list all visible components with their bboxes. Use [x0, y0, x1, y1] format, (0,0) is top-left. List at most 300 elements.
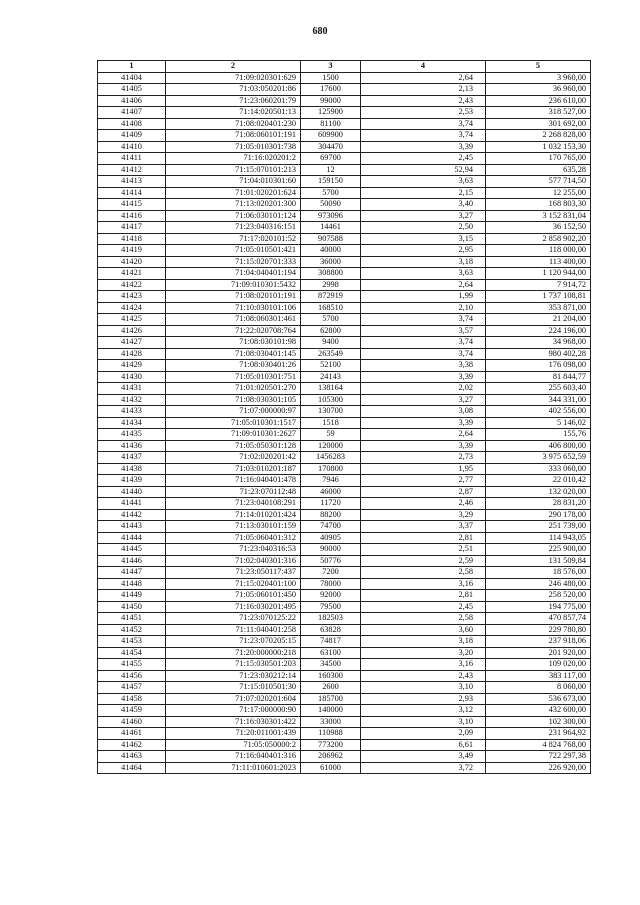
value-cell: 290 178,00: [486, 509, 591, 521]
area-cell: 9400: [301, 337, 361, 349]
rate-cell: 52,94: [361, 164, 486, 176]
area-cell: 773200: [301, 739, 361, 751]
rate-cell: 2,51: [361, 544, 486, 556]
cadastral-number-cell: 71:14:020501:13: [166, 107, 301, 119]
rate-cell: 2,77: [361, 475, 486, 487]
area-cell: 872919: [301, 291, 361, 303]
value-cell: 4 824 768,00: [486, 739, 591, 751]
row-number-cell: 41459: [98, 705, 166, 717]
area-cell: 185700: [301, 693, 361, 705]
rate-cell: 3,60: [361, 624, 486, 636]
row-number-cell: 41407: [98, 107, 166, 119]
rate-cell: 1,99: [361, 291, 486, 303]
area-cell: 74700: [301, 521, 361, 533]
row-number-cell: 41438: [98, 463, 166, 475]
table-row: [98, 613, 591, 625]
value-cell: 155,76: [486, 429, 591, 441]
row-number-cell: 41413: [98, 176, 166, 188]
rate-cell: 2,13: [361, 84, 486, 96]
row-number-cell: 41464: [98, 762, 166, 774]
rate-cell: 3,29: [361, 509, 486, 521]
row-number-cell: 41420: [98, 256, 166, 268]
value-cell: 353 871,00: [486, 302, 591, 314]
row-number-cell: 41431: [98, 383, 166, 395]
cadastral-number-cell: 71:08:060101:191: [166, 130, 301, 142]
table-row: [98, 682, 591, 694]
row-number-cell: 41409: [98, 130, 166, 142]
area-cell: 308800: [301, 268, 361, 280]
cadastral-number-cell: 71:01:020201:624: [166, 187, 301, 199]
area-cell: 1518: [301, 417, 361, 429]
rate-cell: 3,27: [361, 210, 486, 222]
table-row: [98, 383, 591, 395]
rate-cell: 2,64: [361, 429, 486, 441]
rate-cell: 2,45: [361, 601, 486, 613]
value-cell: 3 152 831,04: [486, 210, 591, 222]
row-number-cell: 41418: [98, 233, 166, 245]
cadastral-number-cell: 71:08:030401:145: [166, 348, 301, 360]
rate-cell: 1,95: [361, 463, 486, 475]
value-cell: 3 975 652,59: [486, 452, 591, 464]
row-number-cell: 41450: [98, 601, 166, 613]
area-cell: 62800: [301, 325, 361, 337]
table-row: [98, 659, 591, 671]
value-cell: 2 268 828,00: [486, 130, 591, 142]
area-cell: 160300: [301, 670, 361, 682]
area-cell: 88200: [301, 509, 361, 521]
area-cell: 7200: [301, 567, 361, 579]
row-number-cell: 41428: [98, 348, 166, 360]
value-cell: 722 297,38: [486, 751, 591, 763]
column-header: 3: [301, 61, 361, 73]
cadastral-number-cell: 71:07:020201:604: [166, 693, 301, 705]
cadastral-number-cell: 71:15:010501:30: [166, 682, 301, 694]
table-row: [98, 268, 591, 280]
cadastral-number-cell: 71:05:010301:738: [166, 141, 301, 153]
value-cell: 194 775,00: [486, 601, 591, 613]
cadastral-number-cell: 71:23:040316:53: [166, 544, 301, 556]
value-cell: 301 692,00: [486, 118, 591, 130]
rate-cell: 2,53: [361, 107, 486, 119]
row-number-cell: 41439: [98, 475, 166, 487]
area-cell: 40905: [301, 532, 361, 544]
table-row: [98, 95, 591, 107]
cadastral-number-cell: 71:08:020101:191: [166, 291, 301, 303]
row-number-cell: 41462: [98, 739, 166, 751]
value-cell: 470 857,74: [486, 613, 591, 625]
value-cell: 577 714,50: [486, 176, 591, 188]
table-row: [98, 187, 591, 199]
area-cell: 182503: [301, 613, 361, 625]
rate-cell: 3,49: [361, 751, 486, 763]
row-number-cell: 41429: [98, 360, 166, 372]
value-cell: 236 610,00: [486, 95, 591, 107]
rate-cell: 3,39: [361, 417, 486, 429]
table-row: [98, 590, 591, 602]
table-header-row: [98, 61, 591, 73]
rate-cell: 3,18: [361, 636, 486, 648]
rate-cell: 2,10: [361, 302, 486, 314]
cadastral-number-cell: 71:16:030201:495: [166, 601, 301, 613]
area-cell: 11720: [301, 498, 361, 510]
value-cell: 402 556,00: [486, 406, 591, 418]
rate-cell: 3,18: [361, 256, 486, 268]
row-number-cell: 41430: [98, 371, 166, 383]
area-cell: 2998: [301, 279, 361, 291]
value-cell: 118 000,00: [486, 245, 591, 257]
area-cell: 90000: [301, 544, 361, 556]
table-row: [98, 141, 591, 153]
table-row: [98, 716, 591, 728]
value-cell: 21 204,00: [486, 314, 591, 326]
registry-table: [97, 60, 591, 774]
value-cell: 383 117,00: [486, 670, 591, 682]
table-row: [98, 705, 591, 717]
area-cell: 81100: [301, 118, 361, 130]
value-cell: 7 914,72: [486, 279, 591, 291]
rate-cell: 2,95: [361, 245, 486, 257]
area-cell: 63828: [301, 624, 361, 636]
row-number-cell: 41456: [98, 670, 166, 682]
table-row: [98, 107, 591, 119]
area-cell: 33000: [301, 716, 361, 728]
rate-cell: 3,15: [361, 233, 486, 245]
row-number-cell: 41406: [98, 95, 166, 107]
area-cell: 5700: [301, 314, 361, 326]
row-number-cell: 41458: [98, 693, 166, 705]
area-cell: 1500: [301, 72, 361, 84]
table-row: [98, 693, 591, 705]
rate-cell: 3,27: [361, 394, 486, 406]
row-number-cell: 41432: [98, 394, 166, 406]
table-row: [98, 601, 591, 613]
table-row: [98, 486, 591, 498]
table-row: [98, 429, 591, 441]
table-row: [98, 578, 591, 590]
row-number-cell: 41442: [98, 509, 166, 521]
cadastral-number-cell: 71:23:030212:14: [166, 670, 301, 682]
cadastral-number-cell: 71:20:011001:439: [166, 728, 301, 740]
rate-cell: 3,38: [361, 360, 486, 372]
rate-cell: 3,74: [361, 118, 486, 130]
page-number: 680: [312, 26, 328, 37]
table-row: [98, 291, 591, 303]
row-number-cell: 41437: [98, 452, 166, 464]
rate-cell: 2,64: [361, 279, 486, 291]
cadastral-number-cell: 71:08:030401:26: [166, 360, 301, 372]
cadastral-number-cell: 71:16:020201:2: [166, 153, 301, 165]
cadastral-number-cell: 71:05:060101:450: [166, 590, 301, 602]
row-number-cell: 41410: [98, 141, 166, 153]
row-number-cell: 41463: [98, 751, 166, 763]
area-cell: 61000: [301, 762, 361, 774]
table-row: [98, 762, 591, 774]
rate-cell: 3,16: [361, 659, 486, 671]
cadastral-number-cell: 71:03:050201:86: [166, 84, 301, 96]
rate-cell: 2,15: [361, 187, 486, 199]
rate-cell: 3,08: [361, 406, 486, 418]
value-cell: 225 900,00: [486, 544, 591, 556]
rate-cell: 2,45: [361, 153, 486, 165]
row-number-cell: 41427: [98, 337, 166, 349]
rate-cell: 6,61: [361, 739, 486, 751]
rate-cell: 2,58: [361, 567, 486, 579]
table-row: [98, 452, 591, 464]
value-cell: 1 120 944,00: [486, 268, 591, 280]
rate-cell: 3,57: [361, 325, 486, 337]
area-cell: 78000: [301, 578, 361, 590]
cadastral-number-cell: 71:05:050000:2: [166, 739, 301, 751]
area-cell: 973096: [301, 210, 361, 222]
row-number-cell: 41411: [98, 153, 166, 165]
row-number-cell: 41416: [98, 210, 166, 222]
table-row: [98, 624, 591, 636]
value-cell: 333 060,00: [486, 463, 591, 475]
rate-cell: 2,58: [361, 613, 486, 625]
row-number-cell: 41417: [98, 222, 166, 234]
column-header: 1: [98, 61, 166, 73]
cadastral-number-cell: 71:16:040401:316: [166, 751, 301, 763]
cadastral-number-cell: 71:23:070205:15: [166, 636, 301, 648]
row-number-cell: 41457: [98, 682, 166, 694]
value-cell: 255 603,40: [486, 383, 591, 395]
value-cell: 318 527,00: [486, 107, 591, 119]
area-cell: 907588: [301, 233, 361, 245]
cadastral-number-cell: 71:02:040301:316: [166, 555, 301, 567]
table-row: [98, 636, 591, 648]
row-number-cell: 41404: [98, 72, 166, 84]
cadastral-number-cell: 71:23:050117:437: [166, 567, 301, 579]
row-number-cell: 41419: [98, 245, 166, 257]
table-row: [98, 130, 591, 142]
rate-cell: 2,43: [361, 95, 486, 107]
rate-cell: 3,10: [361, 716, 486, 728]
table-row: [98, 72, 591, 84]
value-cell: 36 960,00: [486, 84, 591, 96]
value-cell: 113 400,00: [486, 256, 591, 268]
value-cell: 12 255,00: [486, 187, 591, 199]
cadastral-number-cell: 71:10:030101:106: [166, 302, 301, 314]
value-cell: 635,28: [486, 164, 591, 176]
area-cell: 170800: [301, 463, 361, 475]
area-cell: 304470: [301, 141, 361, 153]
row-number-cell: 41453: [98, 636, 166, 648]
cadastral-number-cell: 71:03:010201:187: [166, 463, 301, 475]
table-row: [98, 521, 591, 533]
row-number-cell: 41426: [98, 325, 166, 337]
value-cell: 224 196,00: [486, 325, 591, 337]
area-cell: 110988: [301, 728, 361, 740]
cadastral-number-cell: 71:11:010601:2023: [166, 762, 301, 774]
table-row: [98, 348, 591, 360]
cadastral-number-cell: 71:01:020501:270: [166, 383, 301, 395]
row-number-cell: 41454: [98, 647, 166, 659]
value-cell: 131 509,84: [486, 555, 591, 567]
table-row: [98, 498, 591, 510]
area-cell: 2600: [301, 682, 361, 694]
cadastral-number-cell: 71:08:020401:230: [166, 118, 301, 130]
value-cell: 201 920,00: [486, 647, 591, 659]
value-cell: 109 020,00: [486, 659, 591, 671]
area-cell: 99000: [301, 95, 361, 107]
row-number-cell: 41415: [98, 199, 166, 211]
table-row: [98, 210, 591, 222]
value-cell: 18 576,00: [486, 567, 591, 579]
cadastral-number-cell: 71:22:020708:764: [166, 325, 301, 337]
row-number-cell: 41424: [98, 302, 166, 314]
cadastral-number-cell: 71:05:010301:751: [166, 371, 301, 383]
value-cell: 980 402,28: [486, 348, 591, 360]
cadastral-number-cell: 71:16:040401:478: [166, 475, 301, 487]
rate-cell: 2,73: [361, 452, 486, 464]
value-cell: 8 060,00: [486, 682, 591, 694]
area-cell: 36000: [301, 256, 361, 268]
value-cell: 258 520,00: [486, 590, 591, 602]
table-row: [98, 509, 591, 521]
row-number-cell: 41460: [98, 716, 166, 728]
row-number-cell: 41433: [98, 406, 166, 418]
area-cell: 12: [301, 164, 361, 176]
table-row: [98, 199, 591, 211]
table-row: [98, 647, 591, 659]
row-number-cell: 41435: [98, 429, 166, 441]
area-cell: 50090: [301, 199, 361, 211]
rate-cell: 2,64: [361, 72, 486, 84]
table-row: [98, 417, 591, 429]
rate-cell: 2,02: [361, 383, 486, 395]
table-row: [98, 406, 591, 418]
rate-cell: 2,87: [361, 486, 486, 498]
area-cell: 7946: [301, 475, 361, 487]
table-row: [98, 176, 591, 188]
cadastral-number-cell: 71:23:070125:22: [166, 613, 301, 625]
value-cell: 28 831,20: [486, 498, 591, 510]
rate-cell: 3,74: [361, 314, 486, 326]
area-cell: 140000: [301, 705, 361, 717]
value-cell: 432 600,00: [486, 705, 591, 717]
rate-cell: 2,59: [361, 555, 486, 567]
table-row: [98, 302, 591, 314]
column-header: 2: [166, 61, 301, 73]
table-row: [98, 394, 591, 406]
cadastral-number-cell: 71:05:010301:1517: [166, 417, 301, 429]
row-number-cell: 41452: [98, 624, 166, 636]
table-row: [98, 314, 591, 326]
value-cell: 102 300,00: [486, 716, 591, 728]
table-row: [98, 751, 591, 763]
value-cell: 168 803,30: [486, 199, 591, 211]
column-header: 4: [361, 61, 486, 73]
area-cell: 24143: [301, 371, 361, 383]
cadastral-number-cell: 71:13:030101:159: [166, 521, 301, 533]
rate-cell: 3,10: [361, 682, 486, 694]
row-number-cell: 41412: [98, 164, 166, 176]
table-row: [98, 279, 591, 291]
value-cell: 1 032 153,30: [486, 141, 591, 153]
cadastral-number-cell: 71:04:040401:194: [166, 268, 301, 280]
row-number-cell: 41436: [98, 440, 166, 452]
rate-cell: 3,74: [361, 337, 486, 349]
value-cell: 237 918,06: [486, 636, 591, 648]
cadastral-number-cell: 71:05:010501:421: [166, 245, 301, 257]
area-cell: 159150: [301, 176, 361, 188]
row-number-cell: 41408: [98, 118, 166, 130]
rate-cell: 2,93: [361, 693, 486, 705]
table-row: [98, 164, 591, 176]
value-cell: 251 739,00: [486, 521, 591, 533]
rate-cell: 3,74: [361, 348, 486, 360]
row-number-cell: 41448: [98, 578, 166, 590]
cadastral-number-cell: 71:16:030301:422: [166, 716, 301, 728]
value-cell: 231 964,92: [486, 728, 591, 740]
rate-cell: 2,50: [361, 222, 486, 234]
table-row: [98, 245, 591, 257]
rate-cell: 3,39: [361, 371, 486, 383]
area-cell: 120000: [301, 440, 361, 452]
cadastral-number-cell: 71:02:020201:42: [166, 452, 301, 464]
cadastral-number-cell: 71:05:060401:312: [166, 532, 301, 544]
row-number-cell: 41447: [98, 567, 166, 579]
area-cell: 168510: [301, 302, 361, 314]
value-cell: 114 943,05: [486, 532, 591, 544]
value-cell: 81 844,77: [486, 371, 591, 383]
rate-cell: 3,72: [361, 762, 486, 774]
area-cell: 206962: [301, 751, 361, 763]
cadastral-number-cell: 71:17:020101:52: [166, 233, 301, 245]
area-cell: 40000: [301, 245, 361, 257]
value-cell: 246 480,00: [486, 578, 591, 590]
area-cell: 92000: [301, 590, 361, 602]
rate-cell: 2,46: [361, 498, 486, 510]
table-row: [98, 84, 591, 96]
area-cell: 17600: [301, 84, 361, 96]
cadastral-number-cell: 71:08:060301:461: [166, 314, 301, 326]
table-row: [98, 233, 591, 245]
table-row: [98, 544, 591, 556]
row-number-cell: 41446: [98, 555, 166, 567]
cadastral-number-cell: 71:04:010301:60: [166, 176, 301, 188]
value-cell: 34 968,00: [486, 337, 591, 349]
area-cell: 263549: [301, 348, 361, 360]
area-cell: 14461: [301, 222, 361, 234]
area-cell: 609900: [301, 130, 361, 142]
cadastral-number-cell: 71:11:040401:258: [166, 624, 301, 636]
cadastral-number-cell: 71:15:030501:203: [166, 659, 301, 671]
table-row: [98, 739, 591, 751]
rate-cell: 3,20: [361, 647, 486, 659]
cadastral-number-cell: 71:23:060201:79: [166, 95, 301, 107]
cadastral-number-cell: 71:13:020201:300: [166, 199, 301, 211]
table-row: [98, 567, 591, 579]
rate-cell: 2,81: [361, 590, 486, 602]
row-number-cell: 41414: [98, 187, 166, 199]
row-number-cell: 41422: [98, 279, 166, 291]
value-cell: 36 152,50: [486, 222, 591, 234]
rate-cell: 3,40: [361, 199, 486, 211]
rate-cell: 3,39: [361, 141, 486, 153]
cadastral-number-cell: 71:05:050301:128: [166, 440, 301, 452]
table-row: [98, 256, 591, 268]
table-row: [98, 118, 591, 130]
area-cell: 5700: [301, 187, 361, 199]
value-cell: 2 858 902,20: [486, 233, 591, 245]
row-number-cell: 41444: [98, 532, 166, 544]
table-row: [98, 532, 591, 544]
table-row: [98, 153, 591, 165]
area-cell: 46000: [301, 486, 361, 498]
row-number-cell: 41449: [98, 590, 166, 602]
rate-cell: 2,09: [361, 728, 486, 740]
